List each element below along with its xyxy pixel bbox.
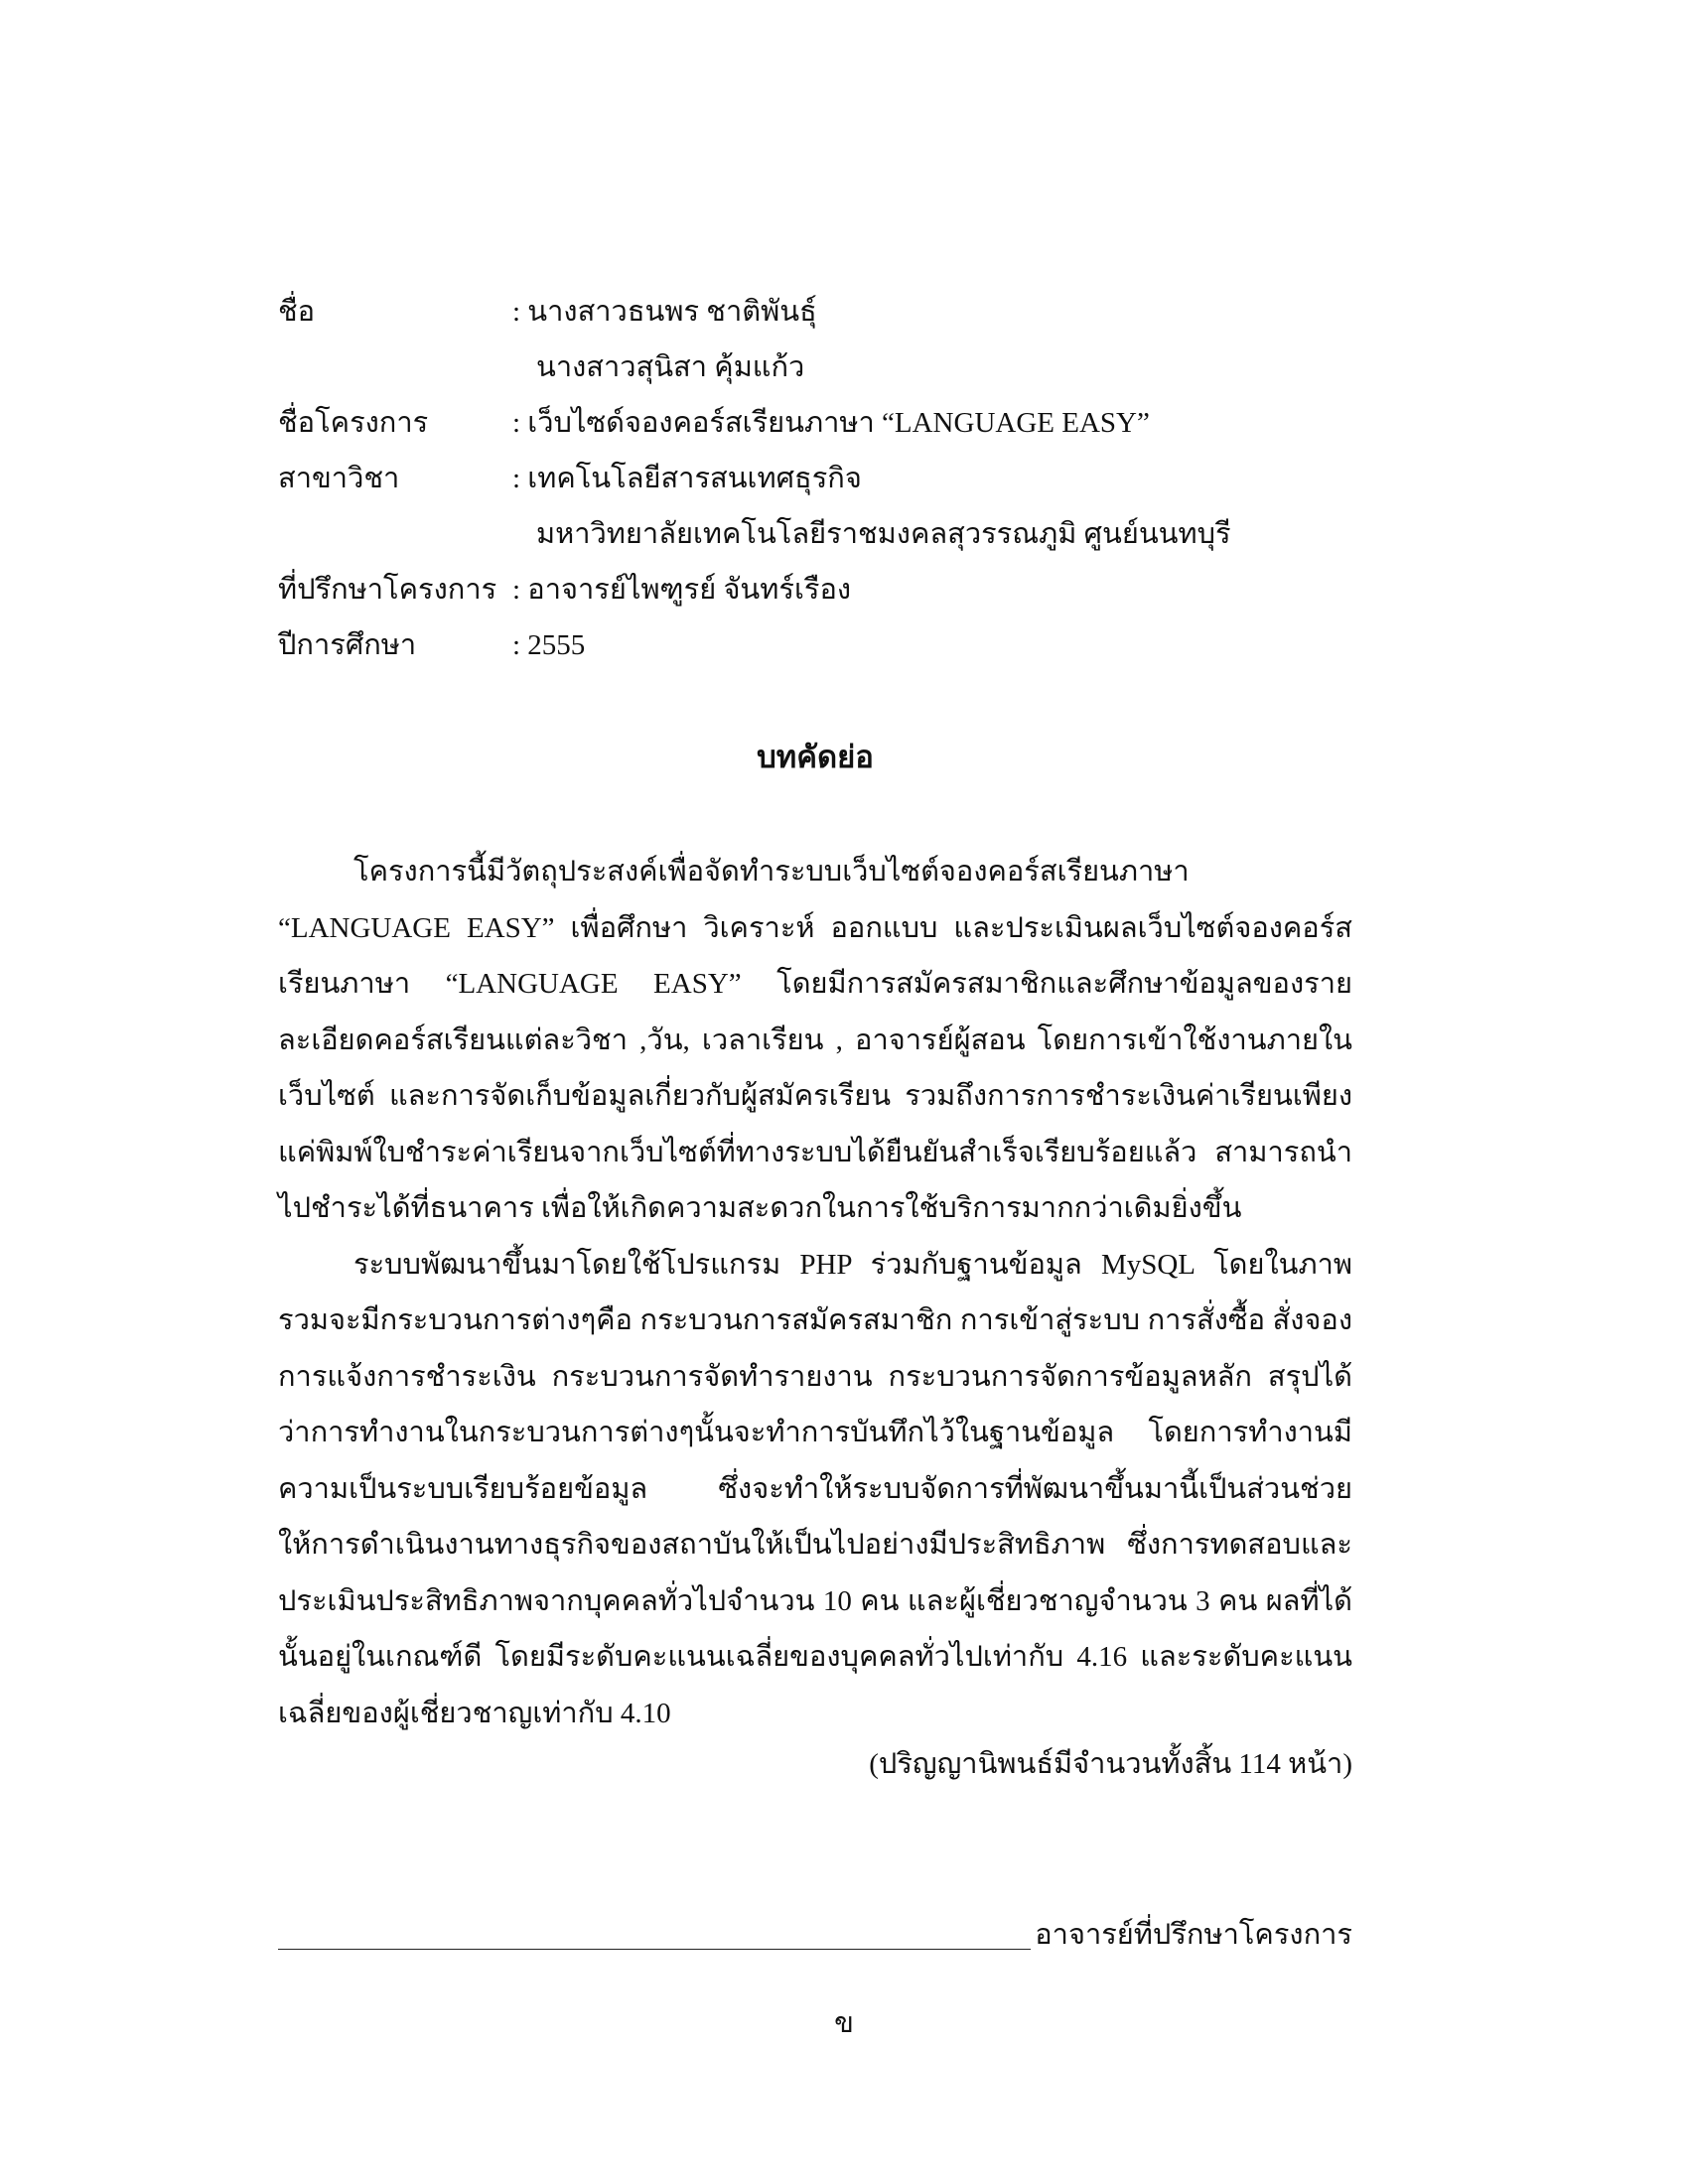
name-row <box>278 284 1390 395</box>
major-value <box>512 451 1390 562</box>
page-number: ข <box>834 2007 854 2039</box>
advisor-signature <box>278 1910 1352 1960</box>
advisor-label: ที่ปรึกษาโครงการ <box>278 574 497 606</box>
signature-line <box>278 1949 1031 1950</box>
student-name-1: : นางสาวธนพร ชาติพันธุ์ <box>512 296 817 328</box>
student-name-2: นางสาวสุนิสา คุ้มแก้ว <box>536 351 805 383</box>
advisor-row <box>278 562 1390 617</box>
abstract-paragraph-2: ระบบพัฒนาขึ้นมาโดยใช้โปรแกรม PHP ร่วมกับฐานข้อมูล MySQL โดยในภาพรวมจะมีกระบวนการต่างๆคือ กระบวนการสมัครสมาชิก การเข้าสู่ระบบ การสั่งซื้อ สั่งจอง การแจ้งการชำระเงิน กระบวนการจัดทำรายงาน กระบวนการจัดการข้อมูลหลัก สรุปได้ว่าการทำงานในกระบวนการต่างๆนั้นจะทำการบันทึกไว้ในฐานข้อมูล โดยการทำงานมีความเป็นระบบเรียบร้อยข้อมูล ซึ่งจะทำให้ระบบจัดการที่พัฒนาขึ้นมานี้เป็นส่วนช่วยให้การดำเนินงานทางธุรกิจของสถาบันให้เป็นไปอย่างมีประสิทธิภาพ ซึ่งการทดสอบและประเมินประสิทธิภาพจากบุคคลทั่วไปจำนวน 10 คน และผู้เชี่ยวชาญจำนวน 3 คน ผลที่ได้นั้นอยู่ในเกณฑ์ดี โดยมีระดับคะแนนเฉลี่ยของบุคคลทั่วไปเท่ากับ 4.16 และระดับคะแนนเฉลี่ยของผู้เชี่ยวชาญเท่ากับ 4.10 <box>278 1248 1352 1729</box>
project-value: : เว็บไซด์จองคอร์สเรียนภาษา “LANGUAGE EASY” <box>512 407 1150 439</box>
signature-label: อาจารย์ที่ปรึกษาโครงการ <box>1035 1919 1352 1951</box>
university-name: มหาวิทยาลัยเทคโนโลยีราชมงคลสุวรรณภูมิ ศูนย์นนทบุรี <box>536 518 1231 550</box>
year-value: : 2555 <box>512 629 586 661</box>
year-label: ปีการศึกษา <box>278 629 417 661</box>
major-row <box>278 451 1390 562</box>
project-row <box>278 395 1390 451</box>
name-value <box>512 284 1390 395</box>
year-row <box>278 617 1390 673</box>
abstract-paragraph-1: โครงการนี้มีวัตถุประสงค์เพื่อจัดทำระบบเว็บไซต์จองคอร์สเรียนภาษา “LANGUAGE EASY” เพื่อศึกษา วิเคราะห์ ออกแบบ และประเมินผลเว็บไซต์จองคอร์สเรียนภาษา “LANGUAGE EASY” โดยมีการสมัครสมาชิกและศึกษาข้อมูลของรายละเอียดคอร์สเรียนแต่ละวิชา ,วัน, เวลาเรียน , อาจารย์ผู้สอน โดยการเข้าใช้งานภายในเว็บไซต์ และการจัดเก็บข้อมูลเกี่ยวกับผู้สมัครเรียน รวมถึงการการชำระเงินค่าเรียนเพียงแค่พิมพ์ใบชำระค่าเรียนจากเว็บไซต์ที่ทางระบบได้ยืนยันสำเร็จเรียบร้อยแล้ว สามารถนำไปชำระได้ที่ธนาคาร เพื่อให้เกิดความสะดวกในการใช้บริการมากกว่าเดิมยิ่งขึ้น <box>278 856 1352 1224</box>
page-count-note: (ปริญญานิพนธ์มีจำนวนทั้งสิ้น 114 หน้า) <box>869 1748 1352 1780</box>
major-name: : เทคโนโลยีสารสนเทศธุรกิจ <box>512 463 862 494</box>
project-label: ชื่อโครงการ <box>278 407 429 439</box>
major-label: สาขาวิชา <box>278 463 400 494</box>
abstract-title: บทคัดย่อ <box>757 740 874 774</box>
project-info <box>278 284 1390 673</box>
abstract-body <box>278 844 1352 1741</box>
name-label: ชื่อ <box>278 296 316 328</box>
advisor-value: : อาจารย์ไพฑูรย์ จันทร์เรือง <box>512 574 852 606</box>
